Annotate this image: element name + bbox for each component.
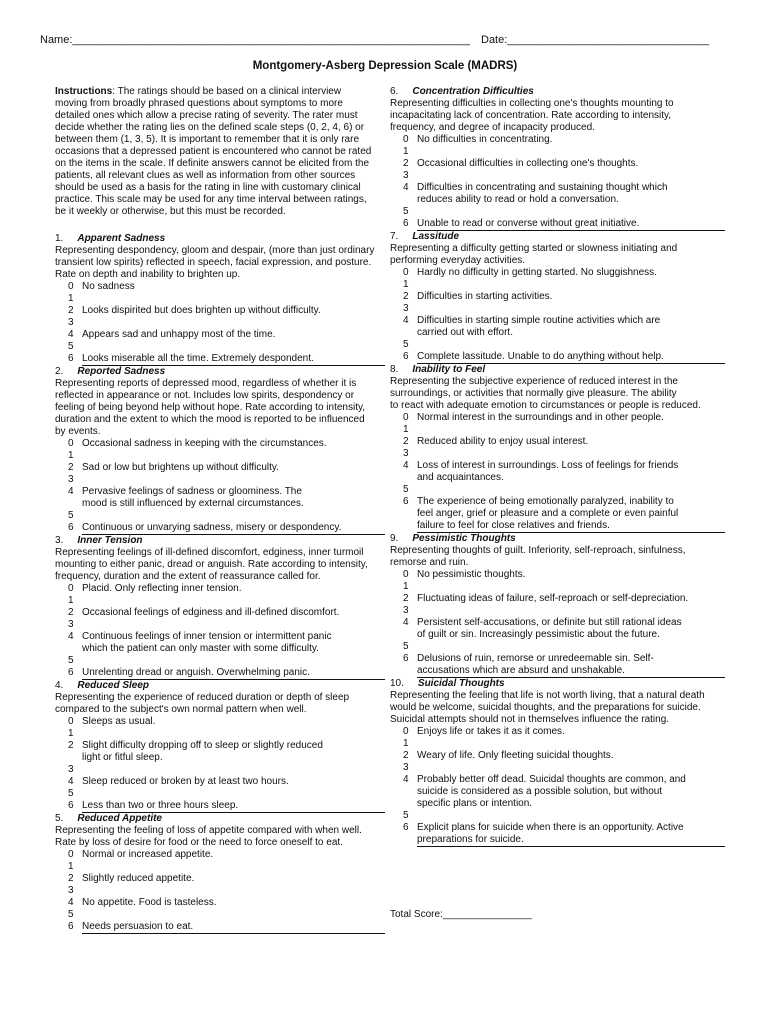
scale-step-row [390, 267, 725, 279]
item-heading [390, 364, 725, 376]
scale-step-text: Difficulties in starting activities. [417, 291, 553, 302]
scale-step-score: 1 [403, 279, 409, 290]
scale-step-row [55, 438, 385, 450]
scale-step-row [55, 619, 385, 631]
scale-step-text: Explicit plans for suicide when there is an opportunity. Active preparations for suicide. [417, 822, 725, 847]
scale-step-text [82, 764, 385, 776]
scale-step-score: 3 [68, 474, 74, 485]
item-section [390, 364, 725, 533]
scale-step-row [55, 716, 385, 728]
scale-step-score: 1 [68, 728, 74, 739]
item-number: 1. [55, 233, 64, 244]
scale-step-text [417, 206, 725, 218]
scale-step-row [55, 450, 385, 462]
scale-step-score: 5 [68, 655, 74, 666]
scale-step-score: 2 [403, 291, 409, 302]
scale-step-text: Continuous or unvarying sadness, misery or despondency. [82, 522, 385, 535]
scale-step-text [417, 424, 725, 436]
scale-step-text: Unrelenting dread or anguish. Overwhelming panic. [82, 667, 385, 680]
scale-step-text: Slight difficulty dropping off to sleep or slightly reduced light or fitful sleep. [82, 740, 323, 763]
item-number: 7. [390, 231, 399, 242]
scale-step-row [55, 522, 385, 535]
scale-step-row [390, 303, 725, 315]
scale-step-score: 4 [403, 182, 409, 193]
scale-step-text [82, 861, 385, 873]
scale-step-row [390, 569, 725, 581]
scale-step-score: 3 [68, 317, 74, 328]
scale-step-score: 0 [403, 569, 409, 580]
item-heading [390, 231, 725, 243]
scale-step-text [417, 738, 725, 750]
item-section [390, 533, 725, 678]
scale-step-text [417, 279, 725, 291]
scale-step-text: Sleeps as usual. [82, 716, 156, 727]
scale-step-score: 1 [403, 738, 409, 749]
scale-step-text [417, 581, 725, 593]
scale-step-row [55, 728, 385, 740]
date-field[interactable]: Date:_________________________________ [481, 34, 710, 46]
scale-step-text: Probably better off dead. Suicidal thoughts are common, and suicide is considered as a possible solution, but without specific plans or intention. [417, 774, 686, 809]
scale-step-text: Looks miserable all the time. Extremely despondent. [82, 353, 385, 366]
item-name: Suicidal Thoughts [417, 678, 505, 689]
item-section [390, 231, 725, 364]
scale-step-score: 0 [403, 134, 409, 145]
item-name: Concentration Difficulties [412, 86, 534, 97]
item-name: Apparent Sadness [77, 233, 166, 244]
scale-step-row [390, 762, 725, 774]
scale-step-score: 5 [403, 206, 409, 217]
scale-step-row [55, 897, 385, 909]
item-number: 5. [55, 813, 64, 824]
item-description: Representing a difficulty getting started or slowness initiating and performing everyday activities. [390, 243, 678, 266]
scale-step-score: 6 [403, 218, 409, 229]
instructions [55, 86, 385, 218]
scale-step-row [55, 631, 385, 655]
item-description: Representing the subjective experience of reduced interest in the surroundings, or activities that normally give pleasure. The ability to react with adequate emotion to circumstances or people is reduced. [390, 376, 701, 411]
scale-step-score: 1 [403, 146, 409, 157]
scale-step-row [390, 436, 725, 448]
instructions-label: Instructions [55, 86, 113, 97]
scale-step-score: 5 [68, 341, 74, 352]
scale-step-row [390, 738, 725, 750]
scale-step-score: 3 [68, 619, 74, 630]
scale-step-row [55, 462, 385, 474]
scale-step-text [417, 448, 725, 460]
scale-step-text [82, 788, 385, 800]
scale-step-row [390, 134, 725, 146]
scale-step-score: 2 [403, 436, 409, 447]
scale-step-row [390, 750, 725, 762]
item-name: Reported Sadness [77, 366, 166, 377]
scale-step-text [82, 474, 385, 486]
scale-step-text: Sleep reduced or broken by at least two hours. [82, 776, 289, 787]
scale-step-score: 5 [403, 484, 409, 495]
scale-step-row [390, 605, 725, 617]
item-heading [55, 535, 385, 547]
scale-step-text [82, 317, 385, 329]
scale-step-score: 6 [68, 353, 74, 364]
scale-step-row [390, 291, 725, 303]
scale-step-score: 4 [68, 486, 74, 497]
scale-step-text [82, 450, 385, 462]
scale-step-text: Sad or low but brightens up without difficulty. [82, 462, 279, 473]
scale-step-row [55, 474, 385, 486]
item-heading [390, 678, 725, 690]
scale-step-text [82, 655, 385, 667]
item-description: Representing feelings of ill-defined discomfort, edginess, inner turmoil mounting to either panic, dread or anguish. Rate according to intensity, frequency, duration and the extent of reassurance called for. [55, 547, 368, 582]
scale-step-row [55, 486, 385, 510]
left-column [55, 86, 385, 934]
item-heading [55, 366, 385, 378]
scale-step-score: 1 [68, 861, 74, 872]
scale-step-text: Slightly reduced appetite. [82, 873, 195, 884]
scale-step-score: 4 [403, 774, 409, 785]
scale-step-text: Pervasive feelings of sadness or gloominess. The mood is still influenced by external circumstances. [82, 486, 304, 509]
scale-step-row [390, 653, 725, 678]
item-description: Representing thoughts of guilt. Inferiority, self-reproach, sinfulness, remorse and ruin. [390, 545, 686, 568]
scale-step-text: Delusions of ruin, remorse or unredeemable sin. Self- accusations which are absurd and unshakable. [417, 653, 725, 678]
scale-step-text: Difficulties in starting simple routine activities which are carried out with effort. [417, 315, 661, 338]
scale-step-score: 3 [68, 764, 74, 775]
scale-step-row [55, 885, 385, 897]
scale-step-score: 4 [403, 617, 409, 628]
item-description: Representing the experience of reduced duration or depth of sleep compared to the subject's own normal pattern when well. [55, 692, 350, 715]
scale-step-row [55, 329, 385, 341]
scale-step-score: 0 [68, 716, 74, 727]
instructions-text: : The ratings should be based on a clinical interview moving from broadly phrased questions about symptoms to more detailed ones which allow a precise rating of severity. The rater must decide whether the rating lies on the defined scale steps (0, 2, 4, 6) or between them (1, 3, 5). It is important to remember that it is only rare occasions that a depressed patient is encountered who cannot be rated on the items in the scale. If definite answers cannot be elicited from the patients, all relevant clues as well as information from other sources should be used as a basis for the rating in line with customary clinical practice. This scale may be used for any time interval between ratings, be it weekly or otherwise, but this must be recorded. [55, 86, 372, 217]
scale-step-text: Appears sad and unhappy most of the time. [82, 329, 276, 340]
scale-step-score: 5 [68, 510, 74, 521]
scale-step-text: Occasional feelings of edginess and ill-defined discomfort. [82, 607, 340, 618]
scale-step-text [82, 341, 385, 353]
scale-step-text: No difficulties in concentrating. [417, 134, 553, 145]
scale-step-text: Enjoys life or takes it as it comes. [417, 726, 565, 737]
scale-step-text: No appetite. Food is tasteless. [82, 897, 217, 908]
item-description: Representing reports of depressed mood, regardless of whether it is reflected in appearance or not. Includes low spirits, despondency or feeling of being beyond help without hope. Rate according to intensity, duration and the extent to which the mood is reported to be influenced by events. [55, 378, 366, 437]
scale-step-score: 0 [68, 438, 74, 449]
scale-step-row [55, 607, 385, 619]
item-number: 2. [55, 366, 64, 377]
item-section [55, 366, 385, 535]
scale-step-text [417, 810, 725, 822]
scale-step-text: Looks dispirited but does brighten up without difficulty. [82, 305, 321, 316]
page-title: Montgomery-Asberg Depression Scale (MADRS) [252, 60, 518, 72]
scale-step-text: Occasional difficulties in collecting one's thoughts. [417, 158, 639, 169]
scale-step-row [55, 667, 385, 680]
scale-step-text: Occasional sadness in keeping with the circumstances. [82, 438, 327, 449]
scale-step-row [55, 510, 385, 522]
scale-step-text [82, 885, 385, 897]
scale-step-row [390, 484, 725, 496]
scale-step-score: 2 [403, 750, 409, 761]
scale-step-text: The experience of being emotionally paralyzed, inability to feel anger, grief or pleasure and a complete or even painful failure to feel for close relatives and friends. [417, 496, 725, 533]
item-number: 4. [55, 680, 64, 691]
scale-step-row [390, 617, 725, 641]
scale-step-row [390, 496, 725, 533]
scale-step-text [417, 339, 725, 351]
scale-step-row [55, 341, 385, 353]
scale-step-score: 0 [403, 726, 409, 737]
scale-step-text [82, 293, 385, 305]
scale-step-row [390, 279, 725, 291]
scale-step-row [390, 424, 725, 436]
scale-step-score: 0 [68, 849, 74, 860]
scale-step-score: 1 [403, 581, 409, 592]
item-number: 8. [390, 364, 399, 375]
scale-step-score: 4 [68, 329, 74, 340]
scale-step-score: 6 [68, 522, 74, 533]
scale-step-row [55, 909, 385, 921]
scale-step-score: 1 [403, 424, 409, 435]
scale-step-text [417, 605, 725, 617]
item-section [55, 680, 385, 813]
item-heading [55, 680, 385, 692]
item-heading [390, 86, 725, 98]
scale-step-text [82, 595, 385, 607]
item-number: 3. [55, 535, 64, 546]
scale-step-row [390, 218, 725, 231]
total-score-field[interactable]: Total Score:________________ [390, 909, 532, 920]
scale-step-text [82, 619, 385, 631]
scale-step-row [390, 315, 725, 339]
item-name: Reduced Sleep [77, 680, 150, 691]
scale-step-row [55, 788, 385, 800]
scale-step-score: 0 [68, 583, 74, 594]
scale-step-text: No pessimistic thoughts. [417, 569, 526, 580]
scale-step-score: 3 [403, 762, 409, 773]
scale-step-text: Unable to read or converse without great initiative. [417, 218, 725, 231]
scale-step-score: 4 [68, 776, 74, 787]
item-description: Representing difficulties in collecting one's thoughts mounting to incapacitating lack of concentration. Rate according to intensity, frequency, and degree of incapacity produced. [390, 98, 674, 133]
item-section [390, 86, 725, 231]
right-column [390, 86, 725, 847]
scale-step-score: 0 [403, 267, 409, 278]
scale-step-text: Complete lassitude. Unable to do anything without help. [417, 351, 725, 364]
scale-step-row [390, 170, 725, 182]
scale-step-score: 6 [68, 800, 74, 811]
scale-step-row [390, 206, 725, 218]
scale-step-text [417, 170, 725, 182]
scale-step-score: 3 [403, 605, 409, 616]
scale-step-score: 6 [403, 351, 409, 362]
scale-step-row [55, 317, 385, 329]
scale-step-row [55, 921, 385, 934]
item-description: Representing despondency, gloom and despair, (more than just ordinary transient low spirits) reflected in speech, facial expression, and posture. Rate on depth and inability to brighten up. [55, 245, 375, 280]
scale-step-row [390, 412, 725, 424]
scale-step-score: 6 [403, 653, 409, 664]
scale-step-text: Continuous feelings of inner tension or intermittent panic which the patient can only master with some difficulty. [82, 631, 332, 654]
scale-step-row [55, 293, 385, 305]
scale-step-row [55, 776, 385, 788]
scale-step-score: 3 [403, 448, 409, 459]
scale-step-row [390, 182, 725, 206]
scale-step-row [55, 873, 385, 885]
item-section [390, 678, 725, 847]
scale-step-text: Normal interest in the surroundings and in other people. [417, 412, 664, 423]
scale-step-score: 2 [68, 740, 74, 751]
scale-step-score: 5 [68, 909, 74, 920]
scale-step-row [55, 849, 385, 861]
scale-step-score: 5 [403, 339, 409, 350]
scale-step-row [390, 158, 725, 170]
item-name: Inner Tension [77, 535, 143, 546]
scale-step-row [55, 861, 385, 873]
scale-step-row [390, 581, 725, 593]
scale-step-score: 3 [403, 303, 409, 314]
scale-step-text: Less than two or three hours sleep. [82, 800, 385, 813]
scale-step-score: 0 [403, 412, 409, 423]
scale-step-text: Placid. Only reflecting inner tension. [82, 583, 242, 594]
scale-step-score: 2 [403, 593, 409, 604]
item-name: Reduced Appetite [77, 813, 162, 824]
scale-step-row [390, 460, 725, 484]
scale-step-row [390, 448, 725, 460]
scale-step-row [390, 726, 725, 738]
name-field[interactable]: Name:_________________________________________________________________ [40, 34, 471, 46]
scale-step-score: 3 [403, 170, 409, 181]
item-name: Pessimistic Thoughts [412, 533, 516, 544]
scale-step-text: Reduced ability to enjoy usual interest. [417, 436, 589, 447]
scale-step-text [417, 641, 725, 653]
scale-step-row [55, 740, 385, 764]
scale-step-score: 5 [68, 788, 74, 799]
scale-step-row [55, 655, 385, 667]
scale-step-score: 6 [403, 496, 409, 507]
scale-step-row [390, 146, 725, 158]
scale-step-score: 2 [68, 873, 74, 884]
scale-step-text: Normal or increased appetite. [82, 849, 214, 860]
item-heading [55, 233, 385, 245]
scale-step-row [390, 593, 725, 605]
scale-step-text: Needs persuasion to eat. [82, 921, 385, 934]
item-number: 6. [390, 86, 399, 97]
scale-step-row [55, 305, 385, 317]
item-name: Lassitude [412, 231, 460, 242]
scale-step-row [55, 800, 385, 813]
scale-step-score: 5 [403, 641, 409, 652]
scale-step-score: 1 [68, 595, 74, 606]
scale-step-score: 4 [68, 631, 74, 642]
scale-step-score: 0 [68, 281, 74, 292]
scale-step-text [82, 728, 385, 740]
item-name: Inability to Feel [412, 364, 486, 375]
scale-step-row [390, 810, 725, 822]
scale-step-text: No sadness [82, 281, 135, 292]
scale-step-text [82, 510, 385, 522]
scale-step-score: 2 [68, 607, 74, 618]
scale-step-score: 6 [68, 921, 74, 932]
item-section [55, 535, 385, 680]
scale-step-text [417, 146, 725, 158]
scale-step-text [417, 484, 725, 496]
scale-step-row [390, 822, 725, 847]
item-description: Representing the feeling that life is not worth living, that a natural death would be welcome, suicidal thoughts, and the preparations for suicide. Suicidal attempts should not in themselves influence the rating. [390, 690, 705, 725]
scale-step-text: Persistent self-accusations, or definite but still rational ideas of guilt or sin. Increasingly pessimistic about the future. [417, 617, 682, 640]
scale-step-text: Fluctuating ideas of failure, self-reproach or self-depreciation. [417, 593, 689, 604]
item-section [55, 813, 385, 934]
scale-step-text [417, 303, 725, 315]
scale-step-score: 1 [68, 293, 74, 304]
item-heading [55, 813, 385, 825]
item-heading [390, 533, 725, 545]
scale-step-text: Difficulties in concentrating and sustaining thought which reduces ability to read or hold a conversation. [417, 182, 668, 205]
scale-step-score: 4 [403, 315, 409, 326]
item-number: 9. [390, 533, 399, 544]
scale-step-score: 6 [68, 667, 74, 678]
scale-step-text: Weary of life. Only fleeting suicidal thoughts. [417, 750, 614, 761]
scale-step-text: Loss of interest in surroundings. Loss of feelings for friends and acquaintances. [417, 460, 679, 483]
scale-step-row [55, 353, 385, 366]
scale-step-score: 3 [68, 885, 74, 896]
scale-step-row [55, 583, 385, 595]
scale-step-row [55, 595, 385, 607]
item-section [55, 233, 385, 366]
scale-step-row [390, 774, 725, 810]
scale-step-score: 4 [68, 897, 74, 908]
scale-step-score: 4 [403, 460, 409, 471]
scale-step-row [55, 764, 385, 776]
scale-step-text [82, 909, 385, 921]
scale-step-text: Hardly no difficulty in getting started. No sluggishness. [417, 267, 657, 278]
scale-step-score: 2 [68, 305, 74, 316]
scale-step-text [417, 762, 725, 774]
scale-step-score: 1 [68, 450, 74, 461]
scale-step-row [55, 281, 385, 293]
scale-step-row [390, 339, 725, 351]
scale-step-score: 2 [68, 462, 74, 473]
item-number: 10. [390, 678, 404, 689]
item-description: Representing the feeling of loss of appetite compared with when well. Rate by loss of desire for food or the need to force oneself to eat. [55, 825, 362, 848]
scale-step-score: 6 [403, 822, 409, 833]
scale-step-row [390, 641, 725, 653]
scale-step-score: 5 [403, 810, 409, 821]
scale-step-row [390, 351, 725, 364]
scale-step-score: 2 [403, 158, 409, 169]
